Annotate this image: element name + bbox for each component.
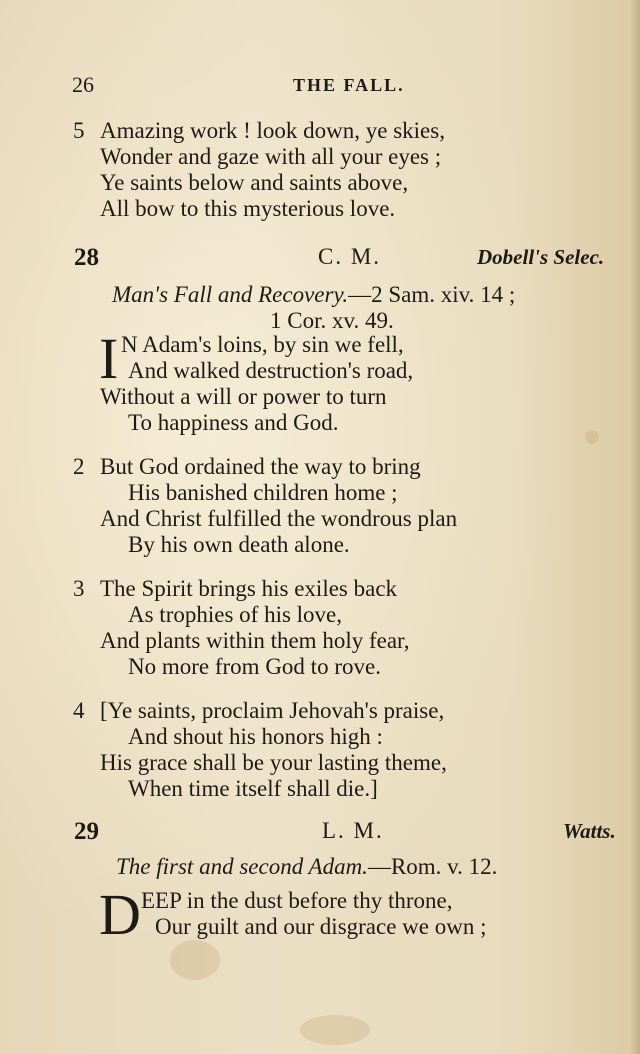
verse-line: By his own death alone. xyxy=(128,532,350,557)
hymn-number: 28 xyxy=(74,244,99,271)
drop-cap: D xyxy=(99,882,141,947)
stanza-number: 3 xyxy=(73,576,85,601)
drop-cap: I xyxy=(99,326,119,391)
hymn-subtitle-reference: 1 Cor. xv. 49. xyxy=(270,308,394,333)
paper-stain xyxy=(300,1015,370,1045)
verse-line: No more from God to rove. xyxy=(128,654,381,679)
hymn-meter: C. M. xyxy=(318,244,382,269)
verse-line: And Christ fulfilled the wondrous plan xyxy=(100,506,458,531)
verse-line: Our guilt and our disgrace we own ; xyxy=(155,914,487,939)
verse-line: When time itself shall die.] xyxy=(128,776,378,801)
hymn-number: 29 xyxy=(74,818,99,845)
verse-line: And walked destruction's road, xyxy=(128,358,414,383)
verse-line: EEP in the dust before thy throne, xyxy=(141,888,453,913)
subtitle-reference: —Rom. v. 12. xyxy=(367,854,498,879)
hymn-credit: Dobell's Selec. xyxy=(477,245,605,269)
verse-line: But God ordained the way to bring xyxy=(100,454,421,479)
paper-stain xyxy=(170,940,220,980)
page-spine-shadow xyxy=(630,0,640,1054)
verse-line: N Adam's loins, by sin we fell, xyxy=(121,332,404,357)
verse-line: Ye saints below and saints above, xyxy=(100,170,409,195)
stanza-number: 2 xyxy=(73,454,85,479)
paper-stain xyxy=(585,430,599,444)
verse-line: And plants within them holy fear, xyxy=(100,628,410,653)
stanza-number: 4 xyxy=(73,698,85,723)
verse-line: And shout his honors high : xyxy=(128,724,383,749)
verse-line: To happiness and God. xyxy=(128,410,339,435)
running-title: THE FALL. xyxy=(293,75,405,95)
verse-line: Amazing work ! look down, ye skies, xyxy=(100,118,445,143)
hymn-subtitle xyxy=(116,854,497,880)
page-number: 26 xyxy=(72,72,94,97)
hymn-credit: Watts. xyxy=(563,819,616,843)
verse-line: The Spirit brings his exiles back xyxy=(100,576,398,601)
verse-line: As trophies of his love, xyxy=(128,602,343,627)
verse-line: His banished children home ; xyxy=(128,480,398,505)
subtitle-title: The first and second Adam. xyxy=(116,854,368,879)
hymn-meter: L. M. xyxy=(322,818,384,843)
verse-line: His grace shall be your lasting theme, xyxy=(100,750,447,775)
subtitle-reference: —2 Sam. xiv. 14 ; xyxy=(348,282,516,307)
verse-line: Without a will or power to turn xyxy=(100,384,387,409)
hymn-subtitle xyxy=(112,282,515,308)
stanza-number: 5 xyxy=(73,118,85,143)
verse-line: Wonder and gaze with all your eyes ; xyxy=(100,144,442,169)
subtitle-title: Man's Fall and Recovery. xyxy=(112,282,349,307)
verse-line: [Ye saints, proclaim Jehovah's praise, xyxy=(100,698,445,723)
verse-line: All bow to this mysterious love. xyxy=(100,196,396,221)
